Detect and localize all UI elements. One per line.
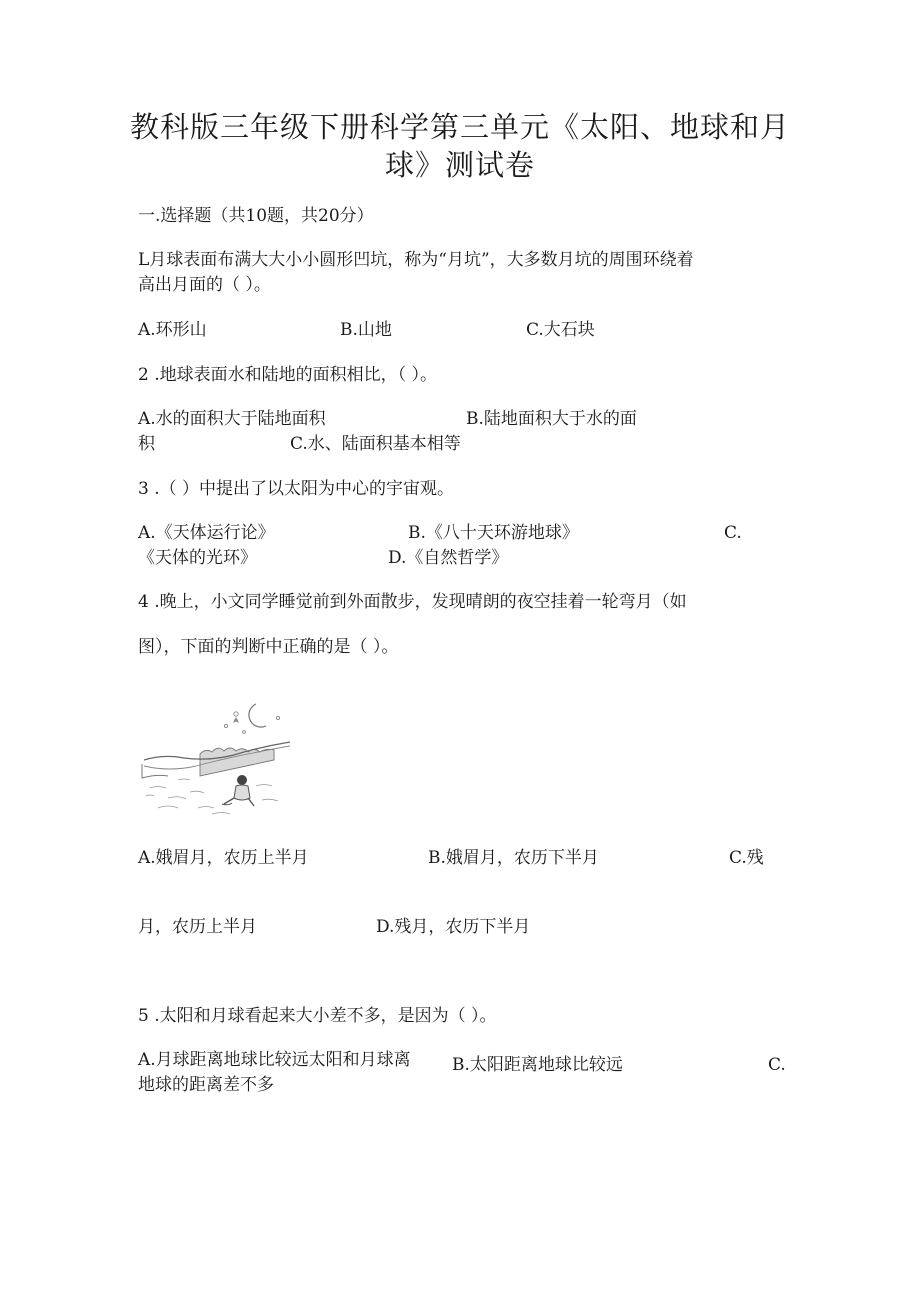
q5-option-b: B.太阳距离地球比较远: [452, 1055, 623, 1075]
q3-option-a: A.《天体运行论》: [138, 523, 275, 543]
q1-option-c: C.大石块: [526, 320, 595, 340]
q1-option-a: A.环形山: [138, 320, 207, 340]
q5-option-a: A.月球距离地球比较远太阳和月球离: [138, 1050, 411, 1070]
q5-stem: 5 .太阳和月球看起来大小差不多，是因为（ ）。: [138, 1006, 497, 1026]
q5-option-a-continued: 地球的距离差不多: [138, 1075, 274, 1095]
q4-option-b: B.娥眉月，农历下半月: [428, 848, 599, 868]
title-line-1: 教科版三年级下册科学第三单元《太阳、地球和月: [129, 110, 790, 144]
q4-stem-line-1: 4 .晚上，小文同学睡觉前到外面散步，发现晴朗的夜空挂着一轮弯月（如: [138, 592, 687, 612]
title-line-2: 球》测试卷: [384, 148, 535, 182]
q3-option-d: D.《自然哲学》: [388, 548, 509, 568]
q4-stem-line-2: 图），下面的判断中正确的是（ ）。: [138, 637, 399, 657]
q1-option-b: B.山地: [340, 320, 392, 340]
moon-sky-illustration: [138, 696, 296, 820]
q3-option-c-text: 《天体的光环》: [138, 548, 257, 568]
q4-option-a: A.娥眉月，农历上半月: [138, 848, 309, 868]
q2-option-b-continued: 积: [138, 434, 155, 454]
q1-stem-line-1: L月球表面布满大大小小圆形凹坑，称为“月坑”，大多数月坑的周围环绕着: [138, 250, 694, 270]
q3-stem: 3 .（ ）中提出了以太阳为中心的宇宙观。: [138, 479, 455, 499]
q4-option-d: D.残月，农历下半月: [376, 917, 531, 937]
q3-option-b: B.《八十天环游地球》: [408, 523, 579, 543]
q2-option-a: A.水的面积大于陆地面积: [138, 409, 326, 429]
q4-option-c-label: C.残: [729, 848, 764, 868]
q1-stem-line-2: 高出月面的（ ）。: [138, 275, 271, 295]
q2-stem: 2 .地球表面水和陆地的面积相比，（ ）。: [138, 365, 438, 385]
q3-option-c-label: C.: [724, 523, 742, 543]
q2-option-b: B.陆地面积大于水的面: [466, 409, 637, 429]
q4-option-c-text: 月，农历上半月: [138, 917, 257, 937]
section-heading: 一.选择题（共10题，共20分）: [138, 206, 374, 226]
q5-option-c-label: C.: [768, 1055, 786, 1075]
q2-option-c: C.水、陆面积基本相等: [290, 434, 461, 454]
